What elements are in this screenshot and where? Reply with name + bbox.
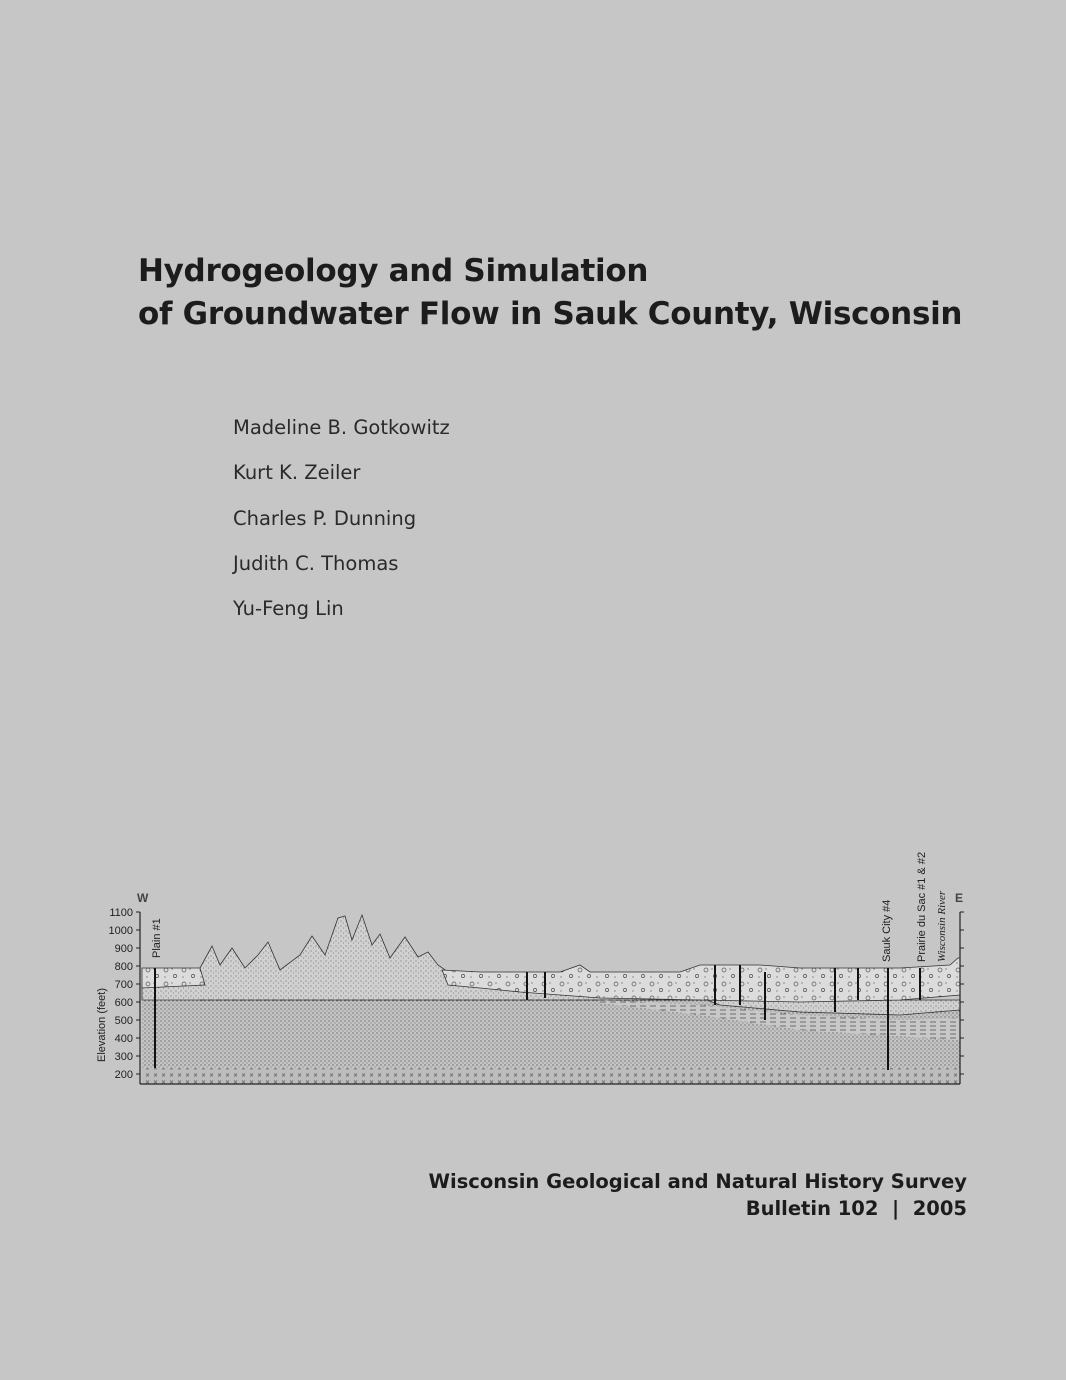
report-title	[138, 250, 962, 336]
river-label: Wisconsin River	[936, 890, 948, 962]
y-tick-label: 300	[114, 1051, 133, 1063]
direction-east-label: E	[955, 891, 964, 905]
y-tick-label: 200	[114, 1069, 133, 1081]
y-tick-label: 1000	[108, 925, 133, 937]
geologic-cross-section	[90, 840, 980, 1100]
well-label-sauk-city: Sauk City #4	[881, 899, 893, 962]
well-label-prairie-du-sac: Prairie du Sac #1 & #2	[916, 851, 928, 962]
publisher-name: Wisconsin Geological and Natural History Survey	[428, 1170, 967, 1193]
author-name: Charles P. Dunning	[233, 506, 417, 530]
author-name: Yu-Feng Lin	[233, 597, 344, 621]
precambrian-basement	[142, 1068, 960, 1084]
y-tick-label: 700	[114, 979, 133, 991]
y-axis-label: Elevation (feet)	[96, 988, 108, 1062]
publisher-block	[429, 1168, 968, 1222]
author-name: Judith C. Thomas	[233, 551, 399, 575]
direction-west-label: W	[137, 891, 149, 905]
y-tick-label: 400	[114, 1033, 133, 1045]
y-tick-label: 500	[114, 1015, 133, 1027]
well-label-plain: Plain #1	[151, 918, 163, 958]
y-tick-label: 900	[114, 943, 133, 955]
author-name: Madeline B. Gotkowitz	[233, 416, 450, 439]
bulletin-info: Bulletin 102 | 2005	[745, 1197, 967, 1220]
title-line-2: of Groundwater Flow in Sauk County, Wisconsin	[138, 296, 963, 332]
y-tick-label: 1100	[109, 907, 133, 919]
west-gravel	[142, 968, 205, 988]
author-list	[233, 412, 450, 638]
author-name: Kurt K. Zeiler	[233, 461, 361, 485]
title-line-1: Hydrogeology and Simulation	[138, 253, 649, 289]
y-tick-label: 800	[114, 961, 133, 973]
y-tick-label: 600	[114, 997, 133, 1009]
